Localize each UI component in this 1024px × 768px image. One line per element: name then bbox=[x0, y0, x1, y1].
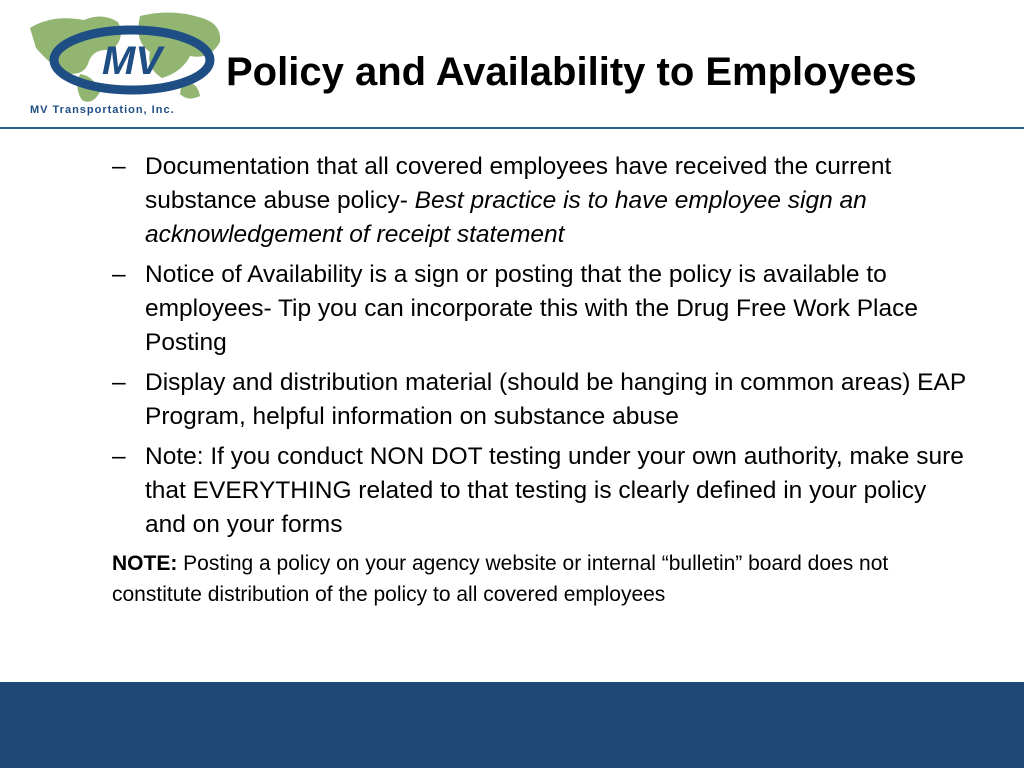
bullet-text: Note: If you conduct NON DOT testing under your own authority, make sure that EVERYTHING related to that testing is clearly defined in your policy and on your forms bbox=[145, 443, 964, 538]
bullet-item bbox=[112, 440, 972, 542]
footer-band bbox=[0, 682, 1024, 768]
bullet-item bbox=[112, 366, 972, 434]
bullet-item bbox=[112, 150, 972, 252]
company-logo bbox=[22, 8, 232, 120]
bullet-text: Notice of Availability is a sign or posting that the policy is available to employees- Tip you can incorporate this with the Drug Free Work Place Posting bbox=[145, 261, 919, 356]
bullet-text: Documentation that all covered employees have received the current substance abuse policy- bbox=[145, 153, 892, 214]
bullet-marker: – bbox=[112, 153, 126, 180]
bullet-text: Display and distribution material (should be hanging in common areas) EAP Program, helpful information on substance abuse bbox=[145, 369, 966, 430]
note-label: NOTE: bbox=[112, 552, 178, 575]
svg-text:MV: MV bbox=[102, 39, 162, 83]
slide-title: Policy and Availability to Employees bbox=[226, 50, 917, 94]
note-text: Posting a policy on your agency website or internal “bulletin” board does not constitute distribution of the policy to all covered employees bbox=[112, 552, 889, 606]
header-divider bbox=[0, 127, 1024, 129]
note-paragraph bbox=[112, 548, 972, 610]
bullet-marker: – bbox=[112, 443, 126, 470]
logo-text: MV Transportation, Inc. bbox=[30, 104, 175, 116]
bullet-marker: – bbox=[112, 261, 126, 288]
bullet-marker: – bbox=[112, 369, 126, 396]
slide-body bbox=[112, 150, 972, 610]
bullet-list bbox=[112, 150, 972, 542]
bullet-item bbox=[112, 258, 972, 360]
bullet-emphasis: Best practice is to have employee sign an acknowledgement of receipt statement bbox=[145, 187, 867, 248]
